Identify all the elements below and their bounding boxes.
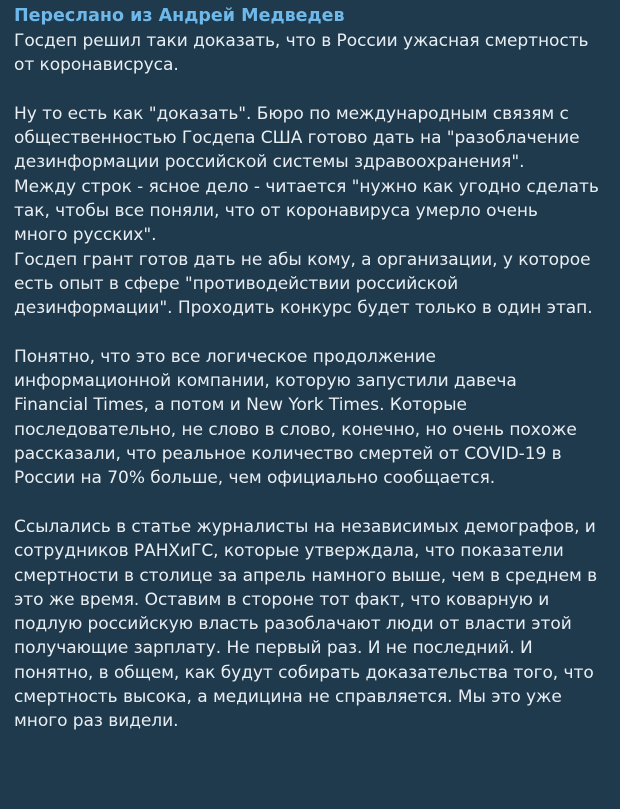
forwarded-from-link[interactable]: Переслано из Андрей Медведев — [14, 6, 345, 26]
message-line: много русских". — [14, 225, 157, 246]
message-line: много раз видели. — [14, 711, 179, 732]
message-line: Понятно, что это все логическое продолжение — [14, 346, 436, 367]
message-line: смертность высока, а медицина не справляется. Мы это уже — [14, 687, 562, 708]
message-line: подлую российскую власть разоблачают люди от власти этой — [14, 614, 572, 635]
message-line: есть опыт в сфере "противодействии российской — [14, 273, 459, 294]
message-line: Ну то есть как "доказать". Бюро по международным связям с — [14, 103, 569, 124]
message-line: от коронависруса. — [14, 55, 179, 76]
message-line: России на 70% больше, чем официально сообщается. — [14, 468, 496, 489]
message-line: информационной компании, которую запустили давеча — [14, 371, 517, 392]
message-line: понятно, в общем, как будут собирать доказательства того, что — [14, 662, 594, 683]
message-line: рассказали, что реальное количество смертей от COVID-19 в — [14, 444, 562, 465]
message-line: Financial Times, а потом и New York Times. Которые — [14, 395, 467, 416]
message-line: так, чтобы все поняли, что от коронавируса умерло очень — [14, 201, 538, 222]
message-line: смертности в столице за апрель намного выше, чем в среднем в — [14, 565, 598, 586]
message-line: дезинформации российской системы здравоохранения". — [14, 152, 525, 173]
message-line: Между строк - ясное дело - читается "нужно как угодно сделать — [14, 176, 599, 197]
message-line: получающие зарплату. Не первый раз. И не последний. И — [14, 638, 533, 659]
message-text — [14, 29, 608, 734]
message-line: последовательно, не слово в слово, конечно, но очень похоже — [14, 419, 577, 440]
paragraph-gap — [14, 78, 608, 102]
message-line: сотрудников РАНХиГС, которые утверждала, что показатели — [14, 541, 564, 562]
message-line: общественностью Госдепа США готово дать на "разоблачение — [14, 128, 580, 149]
message-line: дезинформации". Проходить конкурс будет только в один этап. — [14, 298, 593, 319]
message-line: Госдеп грант готов дать не абы кому, а организации, у которое — [14, 249, 591, 270]
message-line: Госдеп решил таки доказать, что в России ужасная смертность — [14, 31, 589, 51]
paragraph-gap — [14, 491, 608, 515]
message-line: это же время. Оставим в стороне тот факт, что коварную и — [14, 589, 550, 610]
message-line: Ссылались в статье журналисты на независимых демографов, и — [14, 516, 596, 537]
paragraph-gap — [14, 321, 608, 345]
